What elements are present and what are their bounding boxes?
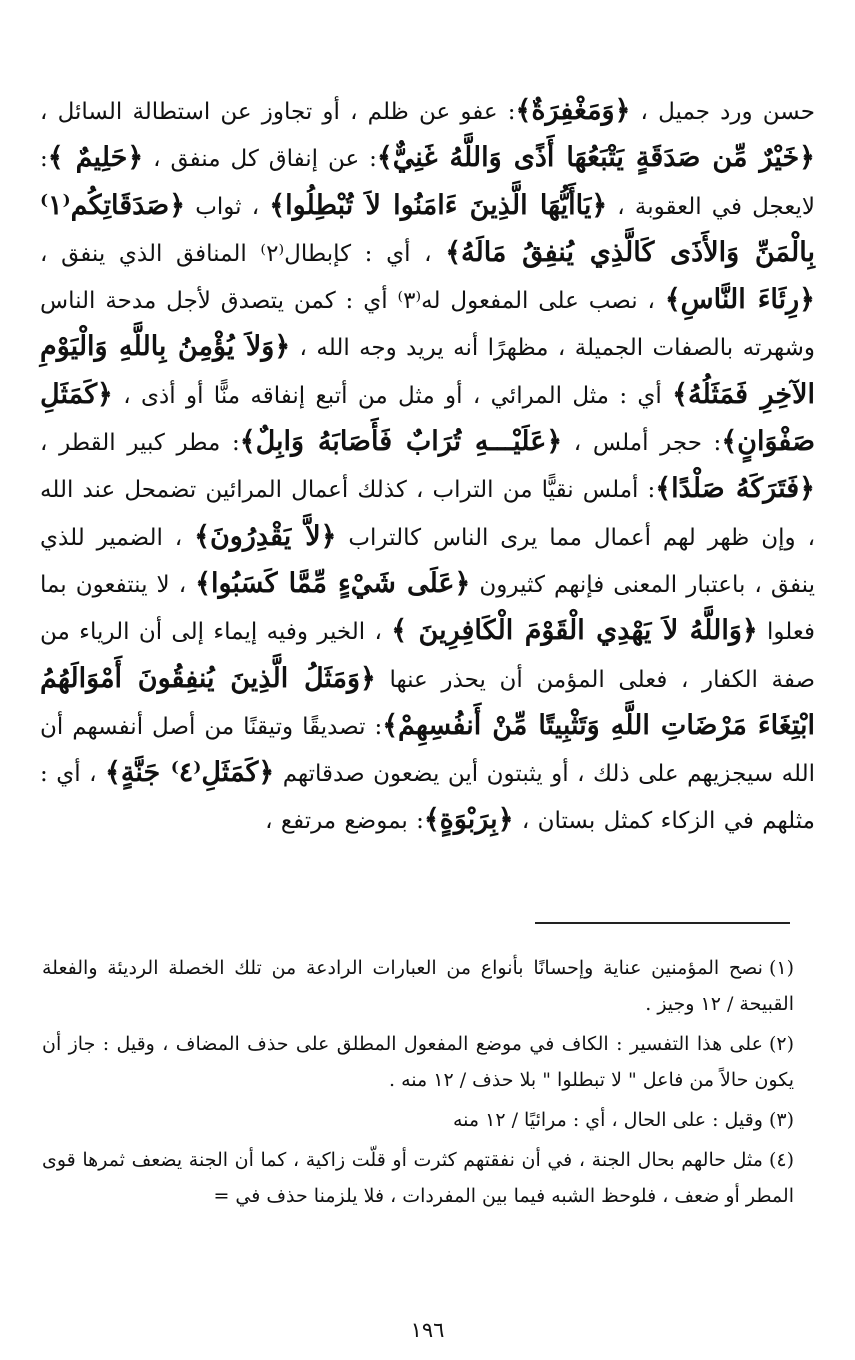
footnote-number: (٤) xyxy=(768,1149,794,1171)
quran-verse-segment: ﴿رِئَاءَ النَّاسِ﴾ xyxy=(664,284,816,316)
commentary-segment: ، نصب على المفعول له⁽٣⁾ أي : كمن يتصدق لأجل مدحة الناس وشهرته بالصفات الجميلة ، مظهرًا أنه يريد وجه الله ، xyxy=(40,288,815,362)
quran-verse-segment: ﴿فَتَرَكَهُ صَلْدًا﴾ xyxy=(655,473,815,505)
quran-verse-segment: ﴿كَمَثَلِ صَفْوَانٍ﴾ xyxy=(40,378,815,458)
quran-verse-segment: ﴿وَمَغْفِرَةٌ﴾ xyxy=(515,95,631,126)
quran-verse-segment: ﴿خَيْرٌ مِّن صَدَقَةٍ يَتْبَعُهَا أَذًى وَاللَّهُ غَنِيٌّ﴾ xyxy=(376,142,816,174)
quran-verse-segment: ﴿وَمَثَلُ الَّذِينَ يُنفِقُونَ أَمْوَالَهُمُ ابْتِغَاءَ مَرْضَاتِ اللَّهِ وَتَثْبِيتًا مِّنْ أَنفُسِهِمْ﴾ xyxy=(40,662,815,741)
quran-verse-segment: ﴿كَمَثَلِ⁽٤⁾ جَنَّةٍ﴾ xyxy=(105,757,275,789)
quran-verse-segment: ﴿وَلاَ يُؤْمِنُ بِاللَّهِ وَالْيَوْمِ الآخِرِ فَمَثَلُهُ﴾ xyxy=(40,331,815,410)
commentary-segment: ، الخير وفيه إيماء إلى أن الرياء من صفة الكفار ، فعلى المؤمن أن يحذر عنها xyxy=(40,619,815,693)
commentary-segment: : مطر كبير القطر ، xyxy=(40,430,240,457)
footnote-text: على هذا التفسير : الكاف في موضع المفعول المطلق على حذف المضاف ، وقيل : جاز أن يكون حالاً من فاعل " لا تبطلوا " بلا حذف / ١٢ منه . xyxy=(42,1033,794,1091)
commentary-segment: ، أي : مثلهم في الزكاء كمثل بستان ، xyxy=(40,761,815,835)
quran-verse-segment: ﴿بِرَبْوَةٍ﴾ xyxy=(423,804,514,836)
commentary-segment: : بموضع مرتفع ، xyxy=(265,808,424,835)
footnote-text: مثل حالهم بحال الجنة ، في أن نفقتهم كثرت أو قلّت زاكية ، كما أن الجنة يضعف ثمرها قوى المطر أو ضعف ، فلوحظ الشبه فيما بين المفردات ، فلا يلزمنا حذف في = xyxy=(42,1149,794,1207)
footnote xyxy=(42,1102,794,1138)
commentary-segment: ، أي : كإبطال⁽٢⁾ المنافق الذي ينفق ، xyxy=(40,240,446,267)
quran-verse-segment: ﴿صَدَقَاتِكُم⁽١⁾ بِالْمَنِّ وَالأَذَى كَالَّذِي يُنفِقُ مَالَهُ﴾ xyxy=(40,189,815,268)
commentary-segment: حسن ورد جميل ، xyxy=(630,99,815,125)
footnote-number: (١) xyxy=(768,957,794,979)
page-number: ١٩٦ xyxy=(410,1318,445,1342)
footnote xyxy=(42,1142,794,1214)
commentary-segment: : حجر أملس ، xyxy=(562,430,722,457)
quran-verse-segment: ﴿وَاللَّهُ لاَ يَهْدِي الْقَوْمَ الْكَافِرِينَ ﴾ xyxy=(391,615,758,647)
quran-verse-segment: ﴿عَلَى شَيْءٍ مِّمَّا كَسَبُوا﴾ xyxy=(195,567,471,599)
footnote-number: (٣) xyxy=(768,1109,794,1131)
quran-verse-segment: ﴿لاَّ يَقْدِرُونَ﴾ xyxy=(194,520,337,552)
footnotes-section xyxy=(42,950,794,1218)
footnote xyxy=(42,1026,794,1098)
commentary-segment: ، لا ينتفعون بما فعلوا xyxy=(40,571,816,646)
commentary-segment: : عفو عن ظلم ، أو تجاوز عن استطالة السائل ، xyxy=(40,99,516,125)
commentary-segment: : تصديقًا وتيقنًا من أصل أنفسهم أن الله سيجزيهم على ذلك ، أو يثبتون أين يضعون صدقاتهم xyxy=(40,713,816,788)
footnote-text: وقيل : على الحال ، أي : مرائيًا / ١٢ منه xyxy=(453,1109,763,1131)
commentary-segment: : عن إنفاق كل منفق ، xyxy=(143,146,377,173)
commentary-segment: : أملس نقيًّا من التراب ، كذلك أعمال المرائين تضمحل عند الله ، وإن ظهر لهم أعمال مما يرى الناس كالتراب xyxy=(40,477,815,551)
tafsir-body-text xyxy=(40,88,815,845)
commentary-segment: ، الضمير للذي ينفق ، باعتبار المعنى فإنهم كثيرون xyxy=(40,524,815,598)
footnote-text: نصح المؤمنين عناية وإحسانًا بأنواع من العبارات الرادعة من تلك الخصلة الرديئة والفعلة القبيحة / ١٢ وجيز . xyxy=(42,957,794,1015)
footnote-number: (٢) xyxy=(768,1033,794,1055)
commentary-segment: ، ثواب xyxy=(185,193,270,220)
quran-verse-segment: ﴿عَلَيْـــهِ تُرَابٌ فَأَصَابَهُ وَابِلٌ﴾ xyxy=(239,426,563,458)
footnote xyxy=(42,950,794,1022)
quran-verse-segment: ﴿حَلِيمٌ ﴾ xyxy=(47,142,144,174)
quran-verse-segment: ﴿يَاأَيُّهَا الَّذِينَ ءَامَنُوا لاَ تُبْطِلُوا﴾ xyxy=(269,189,608,221)
commentary-segment: أي : مثل المرائي ، أو مثل من أتبع إنفاقه منًّا أو أذى ، xyxy=(112,382,673,409)
footnote-separator xyxy=(535,922,790,924)
commentary-segment: : لايعجل في العقوبة ، xyxy=(40,146,815,220)
